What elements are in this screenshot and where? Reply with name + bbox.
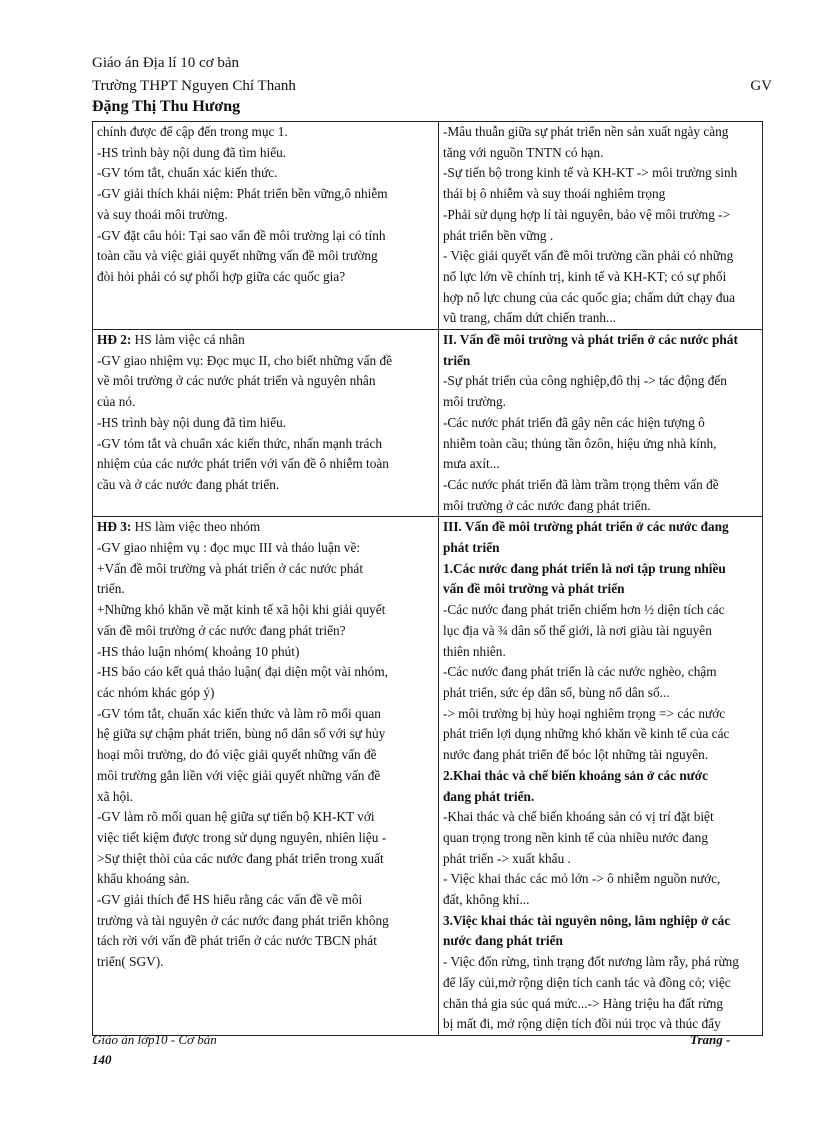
- text-line: [443, 642, 759, 663]
- plain-text: đòi hỏi phải có sự phối hợp giữa các quốc gia?: [97, 268, 346, 284]
- plain-text: môi trường.: [443, 394, 506, 410]
- text-line: [97, 330, 435, 351]
- header-school: Trường THPT Nguyen Chí Thanh: [92, 78, 296, 94]
- bold-text: HĐ 2:: [97, 332, 132, 348]
- plain-text: xã hội.: [97, 788, 134, 804]
- plain-text: HS làm việc theo nhóm: [131, 519, 261, 535]
- plain-text: +Vấn đề môi trường và phát triển ở các nước phát: [97, 560, 364, 576]
- plain-text: -Các nước phát triển đã gây nên các hiện tượng ô: [443, 414, 705, 430]
- footer-page-label: Trang -: [690, 1032, 731, 1047]
- plain-text: -GV làm rõ mối quan hệ giữa sự tiến bộ KH-KT với: [97, 809, 375, 825]
- plain-text: HS làm việc cá nhân: [131, 332, 245, 348]
- text-line: [97, 579, 435, 600]
- text-line: [443, 724, 759, 745]
- plain-text: hoại môi trường, do đó việc giải quyết những vấn đề: [97, 747, 377, 763]
- text-line: [97, 869, 435, 890]
- text-line: [97, 371, 435, 392]
- plain-text: nhiễm toàn cầu; thủng tần ôzôn, hiệu ứng nhà kính,: [443, 435, 717, 451]
- bold-text: 3.Việc khai thác tài nguyên nông, lâm nghiệp ở các: [443, 912, 731, 928]
- text-line: [443, 911, 759, 932]
- text-line: [443, 559, 759, 580]
- plain-text: -Các nước phát triển đã làm trầm trọng thêm vấn đề: [443, 476, 719, 492]
- text-line: [97, 163, 435, 184]
- text-line: [443, 745, 759, 766]
- text-line: [443, 205, 759, 226]
- text-line: [97, 890, 435, 911]
- text-line: [443, 869, 759, 890]
- text-line: [443, 890, 759, 911]
- plain-text: -Mâu thuẫn giữa sự phát triển nền sản xuất ngày càng: [443, 124, 729, 139]
- bold-text: III. Vấn đề môi trường phát triển ở các nước đang: [443, 519, 729, 535]
- text-line: [97, 621, 435, 642]
- text-line: [97, 184, 435, 205]
- text-line: [97, 392, 435, 413]
- plain-text: tăng với nguồn TNTN có hạn.: [443, 144, 604, 160]
- footer-course-label: Giáo án lớp10 - Cơ bản: [92, 1032, 217, 1047]
- plain-text: -HS trình bày nội dung đã tìm hiểu.: [97, 144, 287, 160]
- plain-text: mưa axít...: [443, 456, 500, 472]
- plain-text: - Việc giải quyết vấn đề môi trường cần phải có những: [443, 248, 734, 264]
- plain-text: phát triển lợi dụng những khó khăn về kinh tế của các: [443, 726, 730, 742]
- text-line: [97, 683, 435, 704]
- plain-text: bị mất đi, mở rộng diện tích đồi núi trọc và thúc đẩy: [443, 1016, 721, 1032]
- plain-text: >Sự thiệt thòi của các nước đang phát triển trong xuất: [97, 850, 384, 866]
- text-line: [97, 952, 435, 973]
- text-line: [443, 413, 759, 434]
- text-line: [97, 911, 435, 932]
- content-cell: [439, 122, 763, 330]
- text-line: [443, 288, 759, 309]
- text-line: [97, 226, 435, 247]
- text-line: [443, 330, 759, 351]
- plain-text: triển( SGV).: [97, 954, 164, 970]
- plain-text: -Các nước đang phát triển chiếm hơn ½ diện tích các: [443, 602, 725, 618]
- text-line: [97, 122, 435, 143]
- text-line: [97, 538, 435, 559]
- header-school-row: [92, 75, 772, 98]
- text-line: [443, 994, 759, 1015]
- text-line: [443, 683, 759, 704]
- bold-text: triển: [443, 352, 471, 368]
- text-line: [97, 849, 435, 870]
- plain-text: -GV tóm tắt, chuẩn xác kiến thức và làm rõ mối quan: [97, 705, 381, 721]
- text-line: [97, 413, 435, 434]
- text-line: [443, 371, 759, 392]
- text-line: [443, 122, 759, 143]
- table-row: [93, 330, 763, 517]
- text-line: [443, 226, 759, 247]
- text-line: [443, 351, 759, 372]
- header-subject: Giáo án Địa lí 10 cơ bản: [92, 55, 240, 71]
- text-line: [97, 745, 435, 766]
- plain-text: và suy thoái môi trường.: [97, 206, 228, 222]
- plain-text: tách rời với vấn đề phát triển ở các nước TBCN phát: [97, 933, 377, 949]
- text-line: [443, 392, 759, 413]
- plain-text: -GV đặt câu hỏi: Tại sao vấn đề môi trường lại có tính: [97, 227, 386, 243]
- plain-text: môi trường ở các nước đang phát triển.: [443, 497, 651, 513]
- plain-text: -Các nước đang phát triển là các nước nghèo, chậm: [443, 664, 717, 680]
- text-line: [97, 559, 435, 580]
- plain-text: nước đang phát triển để bóc lột những tài nguyên.: [443, 747, 709, 763]
- text-line: [443, 579, 759, 600]
- plain-text: cầu và ở các nước đang phát triển.: [97, 476, 280, 492]
- plain-text: -GV giao nhiệm vụ : đọc mục III và thảo luận về:: [97, 540, 361, 556]
- plain-text: -HS báo cáo kết quả thảo luận( đại diện một vài nhóm,: [97, 664, 388, 680]
- text-line: [97, 351, 435, 372]
- bold-text: II. Vấn đề môi trường và phát triển ở các nước phát: [443, 332, 738, 348]
- bold-text: 2.Khai thác và chế biến khoáng sản ở các nước: [443, 767, 709, 783]
- plain-text: -GV giải thích khái niệm: Phát triển bền vững,ô nhiễm: [97, 186, 388, 202]
- text-line: [97, 662, 435, 683]
- plain-text: phát triển -> xuất khẩu .: [443, 850, 571, 866]
- text-line: [97, 828, 435, 849]
- text-line: [443, 143, 759, 164]
- plain-text: - Việc đốn rừng, tình trạng đốt nương làm rẫy, phá rừng: [443, 954, 739, 970]
- plain-text: -> môi trường bị hủy hoại nghiêm trọng => các nước: [443, 705, 726, 721]
- plain-text: để lấy củi,mở rộng diện tích canh tác và đồng cỏ; việc: [443, 974, 731, 990]
- plain-text: chính được để cập đến trong mục 1.: [97, 124, 288, 139]
- plain-text: nhiệm của các nước phát triển với vấn đề ô nhiễm toàn: [97, 456, 389, 472]
- text-line: [97, 143, 435, 164]
- text-line: [443, 308, 759, 329]
- plain-text: - Việc khai thác các mỏ lớn -> ô nhiễm nguồn nước,: [443, 871, 721, 887]
- text-line: [97, 787, 435, 808]
- plain-text: chăn thả gia súc quá mức...-> Hàng triệu ha đất rừng: [443, 995, 724, 1011]
- text-line: [443, 163, 759, 184]
- plain-text: -GV giải thích để HS hiểu rằng các vấn đề về môi: [97, 892, 363, 908]
- plain-text: -HS thảo luận nhóm( khoảng 10 phút): [97, 643, 300, 659]
- text-line: [443, 931, 759, 952]
- bold-text: vấn đề môi trường và phát triển: [443, 581, 625, 597]
- text-line: [97, 642, 435, 663]
- text-line: [97, 475, 435, 496]
- plain-text: -Khai thác và chế biến khoáng sản có vị trí đặt biệt: [443, 809, 714, 825]
- text-line: [97, 454, 435, 475]
- text-line: [97, 205, 435, 226]
- content-cell: [439, 330, 763, 517]
- text-line: [443, 766, 759, 787]
- plain-text: -GV tóm tắt, chuẩn xác kiến thức.: [97, 165, 278, 181]
- plain-text: hệ giữa sự chậm phát triển, bùng nổ dân số với sự hủy: [97, 726, 386, 742]
- plain-text: thiên nhiên.: [443, 643, 506, 659]
- plain-text: việc tiết kiệm được trong sử dụng nguyên, nhiên liệu -: [97, 829, 387, 845]
- plain-text: thái bị ô nhiễm và suy thoái nghiêm trọng: [443, 186, 666, 202]
- text-line: [97, 267, 435, 288]
- plain-text: hợp nổ lực chung của các quốc gia; chấm dứt chạy đua: [443, 289, 736, 305]
- plain-text: trường và tài nguyên ở các nước đang phát triển không: [97, 912, 389, 928]
- text-line: [97, 807, 435, 828]
- plain-text: khẩu khoáng sản.: [97, 871, 190, 887]
- plain-text: môi trường gắn liền với việc giải quyết những vấn đề: [97, 767, 381, 783]
- text-line: [443, 600, 759, 621]
- text-line: [443, 267, 759, 288]
- table-row: [93, 517, 763, 1036]
- plain-text: -GV giao nhiệm vụ: Đọc mục II, cho biết những vấn đề: [97, 352, 392, 368]
- plain-text: -GV tóm tắt và chuẩn xác kiến thức, nhấn mạnh trách: [97, 435, 382, 451]
- text-line: [443, 434, 759, 455]
- text-line: [443, 496, 759, 517]
- plain-text: của nó.: [97, 394, 136, 410]
- text-line: [97, 600, 435, 621]
- plain-text: -Sự tiến bộ trong kinh tế và KH-KT -> môi trường sinh: [443, 165, 738, 181]
- text-line: [97, 517, 435, 538]
- plain-text: phát triển, sức ép dân số, bùng nổ dân số...: [443, 684, 670, 700]
- text-line: [97, 246, 435, 267]
- bold-text: nước đang phát triển: [443, 933, 563, 949]
- text-line: [97, 931, 435, 952]
- plain-text: quan trọng trong nền kinh tế của nhiều nước đang: [443, 829, 708, 845]
- table-row: [93, 122, 763, 330]
- bold-text: 1.Các nước đang phát triển là nơi tập trung nhiều: [443, 560, 726, 576]
- page-header: [92, 52, 772, 116]
- text-line: [443, 246, 759, 267]
- plain-text: vũ trang, chấm dứt chiến tranh...: [443, 310, 616, 326]
- text-line: [443, 787, 759, 808]
- activity-cell: [93, 517, 439, 1036]
- text-line: [443, 704, 759, 725]
- plain-text: vấn đề môi trường ở các nước đang phát triển?: [97, 622, 346, 638]
- text-line: [97, 724, 435, 745]
- bold-text: HĐ 3:: [97, 519, 132, 535]
- footer-page-number: 140: [92, 1052, 112, 1067]
- plain-text: -HS trình bày nội dung đã tìm hiểu.: [97, 414, 287, 430]
- activity-cell: [93, 122, 439, 330]
- text-line: [443, 807, 759, 828]
- text-line: [443, 475, 759, 496]
- header-teacher: Đặng Thị Thu Hương: [92, 98, 241, 115]
- lesson-table: [92, 121, 763, 1036]
- text-line: [443, 621, 759, 642]
- spacer: [97, 496, 435, 517]
- spacer: [97, 288, 435, 309]
- text-line: [443, 849, 759, 870]
- header-gv-label: GV: [750, 78, 772, 94]
- plain-text: phát triển bền vững .: [443, 227, 554, 243]
- text-line: [97, 434, 435, 455]
- footer-left: [92, 1030, 217, 1070]
- plain-text: các nhóm khác góp ý): [97, 684, 215, 700]
- text-line: [443, 517, 759, 538]
- plain-text: đất, không khí...: [443, 892, 530, 908]
- plain-text: -Sự phát triển của công nghiệp,đô thị -> tác động đến: [443, 373, 727, 389]
- text-line: [443, 454, 759, 475]
- text-line: [443, 952, 759, 973]
- text-line: [97, 704, 435, 725]
- plain-text: +Những khó khăn về mặt kinh tế xã hội khi giải quyết: [97, 602, 386, 618]
- text-line: [443, 538, 759, 559]
- activity-cell: [93, 330, 439, 517]
- bold-text: phát triển: [443, 540, 500, 556]
- content-cell: [439, 517, 763, 1036]
- plain-text: toàn cầu và việc giải quyết những vấn đề môi trường: [97, 248, 378, 264]
- text-line: [443, 828, 759, 849]
- text-line: [97, 766, 435, 787]
- plain-text: triển.: [97, 581, 125, 597]
- bold-text: đang phát triển.: [443, 788, 535, 804]
- plain-text: -Phải sử dụng hợp lí tài nguyên, bảo vệ môi trường ->: [443, 206, 731, 222]
- text-line: [443, 662, 759, 683]
- plain-text: nổ lực lớn về chính trị, kinh tế và KH-KT; có sự phối: [443, 268, 727, 284]
- text-line: [443, 973, 759, 994]
- text-line: [443, 184, 759, 205]
- plain-text: về môi trường ở các nước phát triển và nguyên nhân: [97, 373, 376, 389]
- plain-text: lục địa và ¾ dân số thế giới, là nơi giàu tài nguyên: [443, 622, 712, 638]
